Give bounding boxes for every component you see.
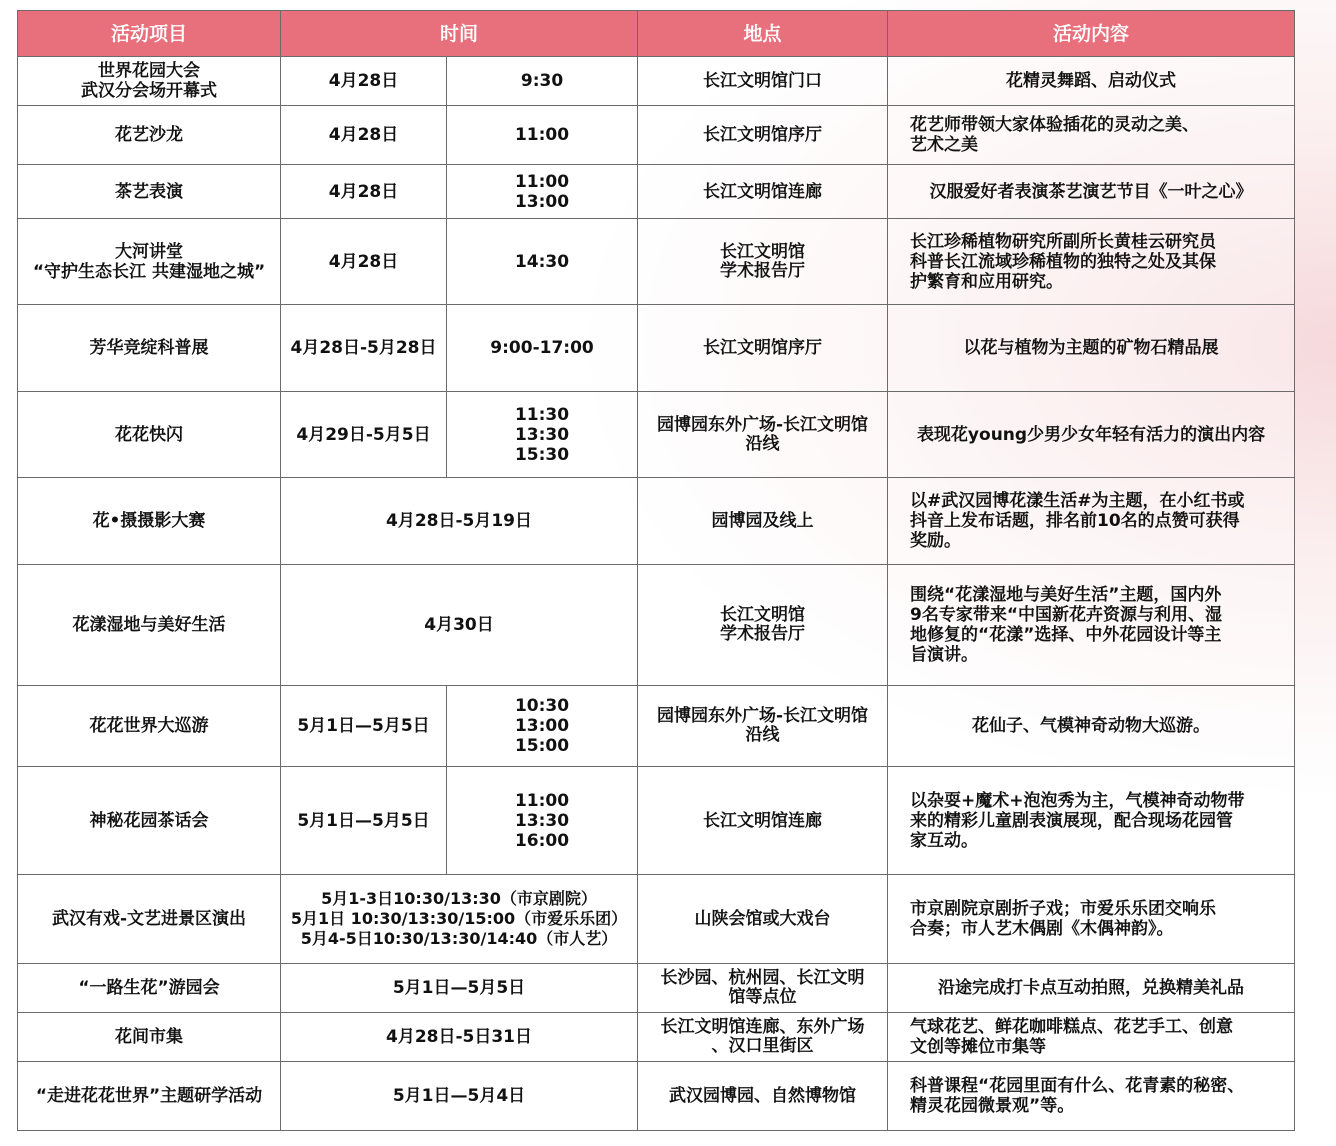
date-cell: 4月28日	[281, 165, 447, 219]
content-cell: 长江珍稀植物研究所副所长黄桂云研究员 科普长江流域珍稀植物的独特之处及其保 护繁育和应用研究。	[888, 219, 1295, 305]
content-cell: 市京剧院京剧折子戏；市爱乐乐团交响乐 合奏；市人艺木偶剧《木偶神韵》。	[888, 875, 1295, 964]
table-row	[18, 478, 1295, 565]
place-cell: 长沙园、杭州园、长江文明 馆等点位	[638, 964, 888, 1013]
content-cell: 汉服爱好者表演茶艺演艺节目《一叶之心》	[888, 165, 1295, 219]
table-row	[18, 565, 1295, 686]
content-cell: 以#武汉园博花漾生活#为主题，在小红书或 抖音上发布话题，排名前10名的点赞可获得 奖励。	[888, 478, 1295, 565]
time-cell: 9:00-17:00	[447, 305, 638, 392]
datetime-cell: 5月1日—5月4日	[281, 1062, 638, 1131]
time-cell: 11:00 13:30 16:00	[447, 767, 638, 875]
content-cell: 表现花young少男少女年轻有活力的演出内容	[888, 392, 1295, 478]
activity-cell: 花•摄摄影大赛	[18, 478, 281, 565]
content-cell: 花仙子、气模神奇动物大巡游。	[888, 686, 1295, 767]
content-cell: 科普课程“花园里面有什么、花青素的秘密、 精灵花园微景观”等。	[888, 1062, 1295, 1131]
table-header-row	[18, 11, 1295, 57]
table-row	[18, 57, 1295, 106]
header-activity: 活动项目	[18, 11, 281, 57]
time-cell: 10:30 13:00 15:00	[447, 686, 638, 767]
table-row	[18, 964, 1295, 1013]
time-cell: 11:00 13:00	[447, 165, 638, 219]
date-cell: 4月28日	[281, 57, 447, 106]
place-cell: 长江文明馆 学术报告厅	[638, 219, 888, 305]
activity-cell: “一路生花”游园会	[18, 964, 281, 1013]
content-cell: 花精灵舞蹈、启动仪式	[888, 57, 1295, 106]
date-cell: 4月29日-5月5日	[281, 392, 447, 478]
content-cell: 以杂耍+魔术+泡泡秀为主，气模神奇动物带 来的精彩儿童剧表演展现，配合现场花园管 家互动。	[888, 767, 1295, 875]
datetime-cell: 4月28日-5月19日	[281, 478, 638, 565]
header-place: 地点	[638, 11, 888, 57]
activity-cell: 芳华竞绽科普展	[18, 305, 281, 392]
content-cell: 以花与植物为主题的矿物石精品展	[888, 305, 1295, 392]
place-cell: 长江文明馆 学术报告厅	[638, 565, 888, 686]
datetime-cell: 4月30日	[281, 565, 638, 686]
place-cell: 长江文明馆连廊、东外广场 、汉口里街区	[638, 1013, 888, 1062]
content-cell: 沿途完成打卡点互动拍照，兑换精美礼品	[888, 964, 1295, 1013]
activity-cell: 武汉有戏-文艺进景区演出	[18, 875, 281, 964]
activity-cell: 花间市集	[18, 1013, 281, 1062]
place-cell: 山陕会馆或大戏台	[638, 875, 888, 964]
datetime-cell: 4月28日-5日31日	[281, 1013, 638, 1062]
date-cell: 4月28日	[281, 219, 447, 305]
table-row	[18, 165, 1295, 219]
header-time: 时间	[281, 11, 638, 57]
table-row	[18, 219, 1295, 305]
activity-cell: 花艺沙龙	[18, 106, 281, 165]
table-row	[18, 767, 1295, 875]
table-row	[18, 305, 1295, 392]
datetime-cell: 5月1-3日10:30/13:30（市京剧院） 5月1日 10:30/13:30/15:00（市爱乐乐团） 5月4-5日10:30/13:30/14:40（市人艺）	[281, 875, 638, 964]
date-cell: 5月1日—5月5日	[281, 767, 447, 875]
place-cell: 园博园东外广场-长江文明馆 沿线	[638, 686, 888, 767]
place-cell: 长江文明馆序厅	[638, 305, 888, 392]
table-row	[18, 1062, 1295, 1131]
time-cell: 9:30	[447, 57, 638, 106]
activity-cell: 茶艺表演	[18, 165, 281, 219]
datetime-cell: 5月1日—5月5日	[281, 964, 638, 1013]
date-cell: 4月28日-5月28日	[281, 305, 447, 392]
time-cell: 11:30 13:30 15:30	[447, 392, 638, 478]
activity-cell: 花漾湿地与美好生活	[18, 565, 281, 686]
header-content: 活动内容	[888, 11, 1295, 57]
date-cell: 4月28日	[281, 106, 447, 165]
place-cell: 园博园东外广场-长江文明馆 沿线	[638, 392, 888, 478]
place-cell: 长江文明馆连廊	[638, 767, 888, 875]
place-cell: 武汉园博园、自然博物馆	[638, 1062, 888, 1131]
time-cell: 11:00	[447, 106, 638, 165]
activity-schedule-table	[17, 10, 1295, 1131]
date-cell: 5月1日—5月5日	[281, 686, 447, 767]
content-cell: 花艺师带领大家体验插花的灵动之美、 艺术之美	[888, 106, 1295, 165]
activity-cell: 世界花园大会 武汉分会场开幕式	[18, 57, 281, 106]
activity-cell: “走进花花世界”主题研学活动	[18, 1062, 281, 1131]
table-row	[18, 875, 1295, 964]
table-row	[18, 1013, 1295, 1062]
time-cell: 14:30	[447, 219, 638, 305]
content-cell: 气球花艺、鲜花咖啡糕点、花艺手工、创意 文创等摊位市集等	[888, 1013, 1295, 1062]
table-row	[18, 106, 1295, 165]
activity-cell: 神秘花园茶话会	[18, 767, 281, 875]
place-cell: 园博园及线上	[638, 478, 888, 565]
place-cell: 长江文明馆门口	[638, 57, 888, 106]
place-cell: 长江文明馆序厅	[638, 106, 888, 165]
activity-cell: 大河讲堂 “守护生态长江 共建湿地之城”	[18, 219, 281, 305]
table-row	[18, 392, 1295, 478]
activity-cell: 花花世界大巡游	[18, 686, 281, 767]
place-cell: 长江文明馆连廊	[638, 165, 888, 219]
activity-cell: 花花快闪	[18, 392, 281, 478]
table-row	[18, 686, 1295, 767]
content-cell: 围绕“花漾湿地与美好生活”主题，国内外 9名专家带来“中国新花卉资源与利用、湿 地修复的“花漾”选择、中外花园设计等主 旨演讲。	[888, 565, 1295, 686]
